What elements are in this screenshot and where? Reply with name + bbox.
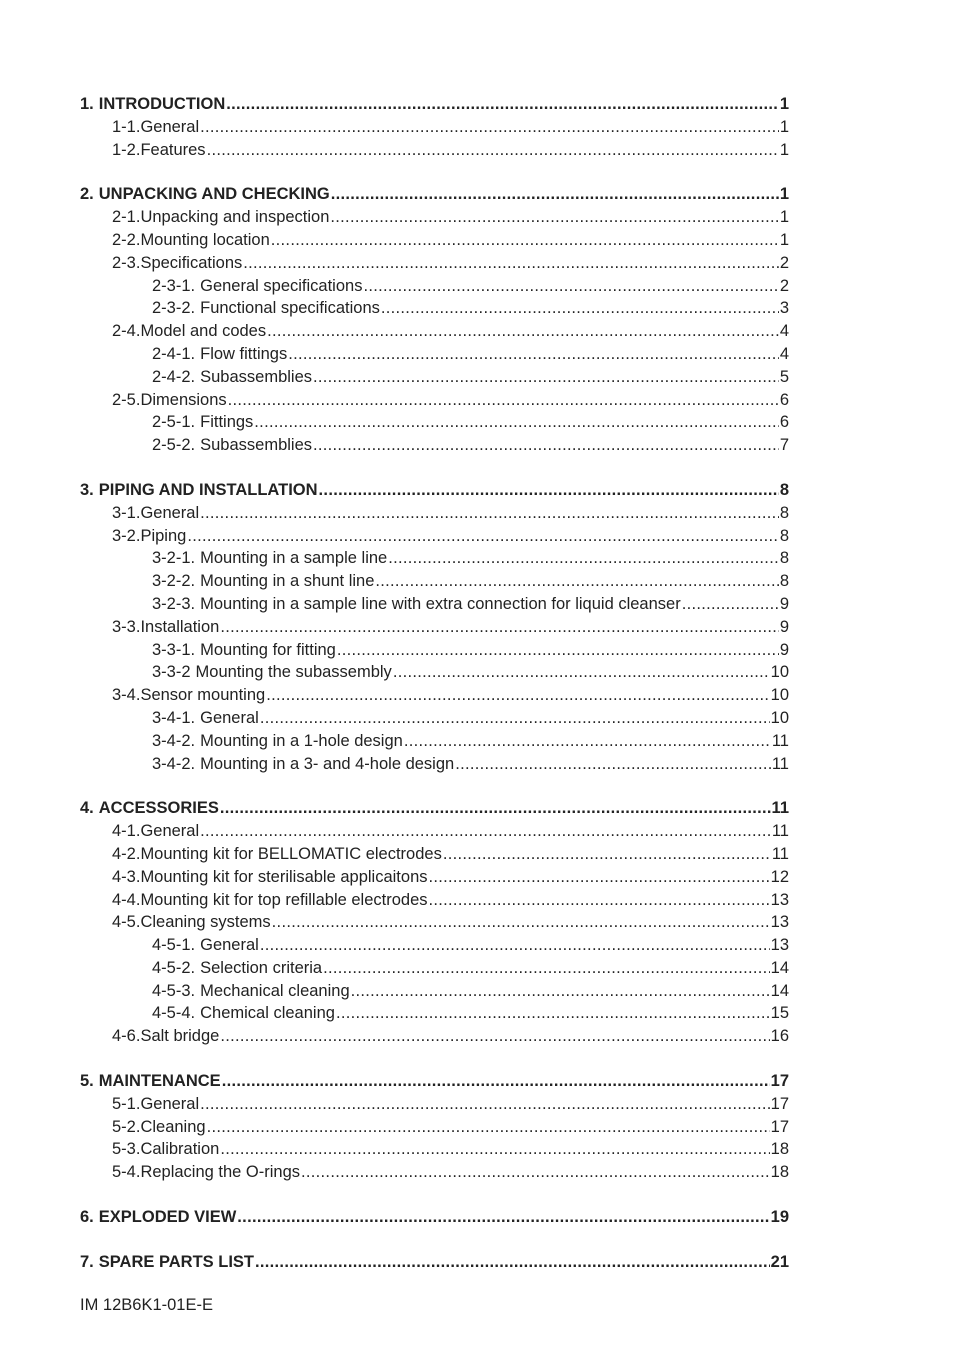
page-number: 14 (770, 981, 789, 1000)
toc-section-entry[interactable] (80, 525, 789, 548)
dot-leader (319, 479, 779, 502)
entry-title: Mounting kit for top refillable electrodes (140, 890, 428, 909)
entry-number: 3-3-2 (152, 663, 191, 682)
toc-subsection-entry[interactable] (80, 593, 789, 616)
entry-number: 1. (80, 95, 94, 113)
toc-subsection-entry[interactable] (80, 366, 789, 389)
dot-leader (200, 820, 771, 843)
dot-leader (404, 730, 771, 753)
entry-number: 3-4-1. (152, 708, 196, 727)
dot-leader (187, 525, 779, 548)
entry-title: Sensor mounting (140, 686, 266, 705)
dot-leader (254, 411, 779, 434)
entry-number: 2-4. (112, 322, 141, 341)
toc-section-entry[interactable] (80, 320, 789, 343)
entry-number: 3-1. (112, 503, 141, 522)
page-number: 1 (779, 185, 789, 204)
toc-section-entry[interactable] (80, 229, 789, 252)
dot-leader (351, 980, 770, 1003)
entry-number: 3-2-1. (152, 549, 196, 568)
toc-section-entry[interactable] (80, 820, 789, 843)
page-number: 15 (770, 1004, 789, 1023)
dot-leader (220, 616, 778, 639)
dot-leader (331, 183, 779, 206)
entry-number: 2-1. (112, 208, 141, 227)
toc-section (80, 1070, 789, 1184)
dot-leader (222, 1070, 770, 1093)
toc-section-entry[interactable] (80, 116, 789, 139)
entry-title: Cleaning (140, 1117, 206, 1136)
toc-section-entry[interactable] (80, 1116, 789, 1139)
toc-section-entry[interactable] (80, 502, 789, 525)
page-number: 5 (779, 367, 789, 386)
entry-number: 3-2-2. (152, 572, 196, 591)
page-number: 17 (770, 1072, 789, 1091)
entry-title: ACCESSORIES (98, 799, 219, 818)
toc-section-entry[interactable] (80, 1138, 789, 1161)
entry-number: 5-3. (112, 1140, 141, 1159)
entry-title: Mounting kit for sterilisable applicaitons (140, 867, 428, 886)
page-number: 8 (779, 549, 789, 568)
dot-leader (363, 275, 778, 298)
entry-number: 5. (80, 1072, 94, 1091)
toc-section-entry[interactable] (80, 616, 789, 639)
entry-number: 1-1. (112, 117, 141, 136)
page-number: 4 (779, 344, 789, 363)
entry-title: Mounting in a sample line (200, 549, 388, 568)
dot-leader (429, 889, 770, 912)
dot-leader (272, 911, 770, 934)
toc-subsection-entry[interactable] (80, 730, 789, 753)
table-of-contents (80, 93, 789, 1296)
entry-number: 2-5-1. (152, 413, 196, 432)
entry-number: 2-2. (112, 230, 141, 249)
entry-title: Cleaning systems (140, 913, 271, 932)
entry-number: 2-3. (112, 253, 141, 272)
entry-title: Mounting kit for BELLOMATIC electrodes (140, 844, 442, 863)
dot-leader (260, 934, 770, 957)
entry-number: 2. (80, 185, 94, 204)
entry-number: 3-2-3. (152, 594, 196, 613)
entry-title: General (140, 117, 200, 136)
page-number: 10 (770, 686, 789, 705)
toc-chapter-entry[interactable] (80, 1070, 789, 1093)
dot-leader (200, 502, 779, 525)
dot-leader (301, 1161, 770, 1184)
entry-title: General (200, 936, 259, 955)
entry-title: Mounting for fitting (200, 640, 336, 659)
entry-title: General specifications (200, 276, 363, 295)
dot-leader (682, 593, 779, 616)
page-number: 1 (779, 117, 789, 136)
page-number: 17 (770, 1094, 789, 1113)
toc-section (80, 183, 789, 457)
page-number: 17 (770, 1117, 789, 1136)
page-number: 1 (779, 95, 789, 113)
toc-subsection-entry[interactable] (80, 434, 789, 457)
toc-subsection-entry[interactable] (80, 343, 789, 366)
toc-subsection-entry[interactable] (80, 661, 789, 684)
page-number: 7 (779, 436, 789, 455)
page-number: 11 (771, 822, 789, 841)
entry-title: Mounting location (140, 230, 270, 249)
entry-title: Mounting in a 1-hole design (200, 731, 403, 750)
toc-chapter-entry[interactable] (80, 1251, 789, 1274)
dot-leader (207, 139, 779, 162)
page-number: 1 (779, 140, 789, 159)
entry-number: 4-5. (112, 913, 141, 932)
entry-title: Calibration (140, 1140, 220, 1159)
toc-section (80, 93, 789, 161)
entry-title: Mechanical cleaning (200, 981, 350, 1000)
toc-subsection-entry[interactable] (80, 411, 789, 434)
dot-leader (313, 366, 779, 389)
toc-subsection-entry[interactable] (80, 639, 789, 662)
toc-chapter-entry[interactable] (80, 479, 789, 502)
page-number: 9 (779, 640, 789, 659)
entry-title: Selection criteria (200, 958, 323, 977)
page-number: 13 (770, 890, 789, 909)
entry-number: 7. (80, 1252, 94, 1271)
dot-leader (288, 343, 779, 366)
entry-title: Features (140, 140, 206, 159)
toc-section (80, 479, 789, 775)
toc-subsection-entry[interactable] (80, 297, 789, 320)
page-number: 8 (779, 503, 789, 522)
page-number: 1 (779, 230, 789, 249)
page-number: 12 (770, 867, 789, 886)
entry-title: MAINTENANCE (98, 1072, 221, 1091)
toc-section-entry[interactable] (80, 1093, 789, 1116)
page-number: 8 (779, 572, 789, 591)
entry-number: 4-5-1. (152, 936, 196, 955)
page-number: 19 (770, 1208, 789, 1227)
entry-title: Salt bridge (140, 1027, 220, 1046)
page-number: 2 (779, 253, 789, 272)
dot-leader (260, 707, 770, 730)
page-number: 9 (779, 594, 789, 613)
toc-section-entry[interactable] (80, 684, 789, 707)
dot-leader (267, 320, 779, 343)
entry-number: 2-5-2. (152, 436, 196, 455)
dot-leader (237, 1206, 769, 1229)
toc-section-entry[interactable] (80, 139, 789, 162)
entry-number: 4-2. (112, 844, 141, 863)
dot-leader (313, 434, 779, 457)
toc-subsection-entry[interactable] (80, 753, 789, 776)
entry-number: 2-3-1. (152, 276, 196, 295)
toc-section-entry[interactable] (80, 866, 789, 889)
entry-number: 3-2. (112, 526, 141, 545)
page-number: 1 (779, 208, 789, 227)
entry-number: 4-5-3. (152, 981, 196, 1000)
page-number: 10 (770, 708, 789, 727)
dot-leader (220, 1138, 769, 1161)
entry-number: 5-2. (112, 1117, 141, 1136)
dot-leader (220, 797, 771, 820)
dot-leader (200, 116, 779, 139)
toc-section-entry[interactable] (80, 911, 789, 934)
page-number: 16 (770, 1027, 789, 1046)
dot-leader (200, 1093, 770, 1116)
page-number: 13 (770, 913, 789, 932)
dot-leader (429, 866, 770, 889)
dot-leader (388, 547, 779, 570)
dot-leader (271, 229, 779, 252)
toc-section (80, 797, 789, 1048)
entry-title: Fittings (200, 413, 254, 432)
entry-number: 2-4-2. (152, 367, 196, 386)
entry-title: SPARE PARTS LIST (98, 1252, 255, 1271)
entry-title: Functional specifications (200, 299, 380, 318)
entry-title: Model and codes (140, 322, 267, 341)
toc-subsection-entry[interactable] (80, 275, 789, 298)
toc-subsection-entry[interactable] (80, 570, 789, 593)
entry-number: 4-4. (112, 890, 141, 909)
dot-leader (228, 389, 779, 412)
entry-number: 4-1. (112, 822, 141, 841)
page-number: 6 (779, 413, 789, 432)
entry-number: 3-3. (112, 617, 141, 636)
entry-title: Flow fittings (200, 344, 288, 363)
page-number: 18 (770, 1140, 789, 1159)
page-number: 14 (770, 958, 789, 977)
entry-number: 3-4. (112, 686, 141, 705)
dot-leader (323, 957, 770, 980)
toc-subsection-entry[interactable] (80, 957, 789, 980)
toc-section-entry[interactable] (80, 252, 789, 275)
page-number: 11 (771, 799, 789, 818)
page-number: 8 (779, 480, 789, 499)
entry-title: Chemical cleaning (200, 1004, 335, 1023)
page-number: 10 (770, 663, 789, 682)
entry-number: 2-5. (112, 390, 141, 409)
page-number: 11 (771, 731, 789, 750)
dot-leader (266, 684, 769, 707)
entry-number: 4-5-4. (152, 1004, 196, 1023)
toc-chapter-entry[interactable] (80, 183, 789, 206)
dot-leader (243, 252, 779, 275)
dot-leader (393, 661, 770, 684)
entry-number: 2-4-1. (152, 344, 196, 363)
toc-section-entry[interactable] (80, 1161, 789, 1184)
toc-subsection-entry[interactable] (80, 980, 789, 1003)
entry-title: Piping (140, 526, 187, 545)
toc-chapter-entry[interactable] (80, 797, 789, 820)
dot-leader (455, 753, 771, 776)
dot-leader (337, 639, 779, 662)
entry-title: Subassemblies (200, 436, 312, 455)
entry-title: UNPACKING AND CHECKING (98, 185, 330, 204)
entry-number: 4-5-2. (152, 958, 196, 977)
entry-title: General (140, 1094, 200, 1113)
entry-title: General (200, 708, 259, 727)
page-number: 11 (771, 844, 789, 863)
toc-section-entry[interactable] (80, 889, 789, 912)
entry-number: 4. (80, 799, 94, 818)
toc-chapter-entry[interactable] (80, 93, 789, 116)
entry-title: Unpacking and inspection (140, 208, 330, 227)
page-number: 11 (771, 754, 789, 773)
entry-title: Mounting in a shunt line (200, 572, 375, 591)
dot-leader (381, 297, 779, 320)
page-number: 2 (779, 276, 789, 295)
toc-chapter-entry[interactable] (80, 1206, 789, 1229)
entry-title: Installation (140, 617, 220, 636)
toc-subsection-entry[interactable] (80, 1002, 789, 1025)
entry-title: PIPING AND INSTALLATION (98, 480, 318, 499)
entry-title: Mounting the subassembly (195, 663, 392, 682)
dot-leader (226, 93, 779, 116)
entry-title: Dimensions (140, 390, 227, 409)
entry-title: EXPLODED VIEW (98, 1208, 237, 1227)
entry-number: 3-4-2. (152, 754, 196, 773)
entry-title: General (140, 503, 200, 522)
toc-section-entry[interactable] (80, 1025, 789, 1048)
entry-number: 6. (80, 1208, 94, 1227)
entry-number: 4-3. (112, 867, 141, 886)
page-number: 21 (770, 1252, 789, 1271)
entry-title: Replacing the O-rings (140, 1163, 301, 1182)
entry-title: General (140, 822, 200, 841)
toc-section (80, 1206, 789, 1229)
entry-number: 3-4-2. (152, 731, 196, 750)
toc-section (80, 1251, 789, 1274)
entry-number: 3-3-1. (152, 640, 196, 659)
page-number: 3 (779, 299, 789, 318)
entry-number: 5-1. (112, 1094, 141, 1113)
page-number: 18 (770, 1163, 789, 1182)
toc-subsection-entry[interactable] (80, 934, 789, 957)
entry-number: 4-6. (112, 1027, 141, 1046)
dot-leader (207, 1116, 770, 1139)
toc-subsection-entry[interactable] (80, 547, 789, 570)
entry-title: INTRODUCTION (98, 95, 226, 113)
entry-title: Mounting in a sample line with extra connection for liquid cleanser (200, 594, 681, 613)
toc-section-entry[interactable] (80, 389, 789, 412)
toc-section-entry[interactable] (80, 206, 789, 229)
entry-number: 1-2. (112, 140, 141, 159)
page-number: 6 (779, 390, 789, 409)
page-number: 13 (770, 936, 789, 955)
dot-leader (220, 1025, 769, 1048)
entry-number: 2-3-2. (152, 299, 196, 318)
dot-leader (336, 1002, 770, 1025)
dot-leader (443, 843, 771, 866)
entry-title: Specifications (140, 253, 243, 272)
page-number: 4 (779, 322, 789, 341)
dot-leader (330, 206, 778, 229)
page-number: 8 (779, 526, 789, 545)
page-number: 9 (779, 617, 789, 636)
dot-leader (255, 1251, 770, 1274)
dot-leader (375, 570, 778, 593)
document-code: IM 12B6K1-01E-E (80, 1296, 213, 1314)
toc-subsection-entry[interactable] (80, 707, 789, 730)
entry-title: Mounting in a 3- and 4-hole design (200, 754, 455, 773)
toc-section-entry[interactable] (80, 843, 789, 866)
entry-number: 3. (80, 480, 94, 499)
entry-title: Subassemblies (200, 367, 312, 386)
entry-number: 5-4. (112, 1163, 141, 1182)
